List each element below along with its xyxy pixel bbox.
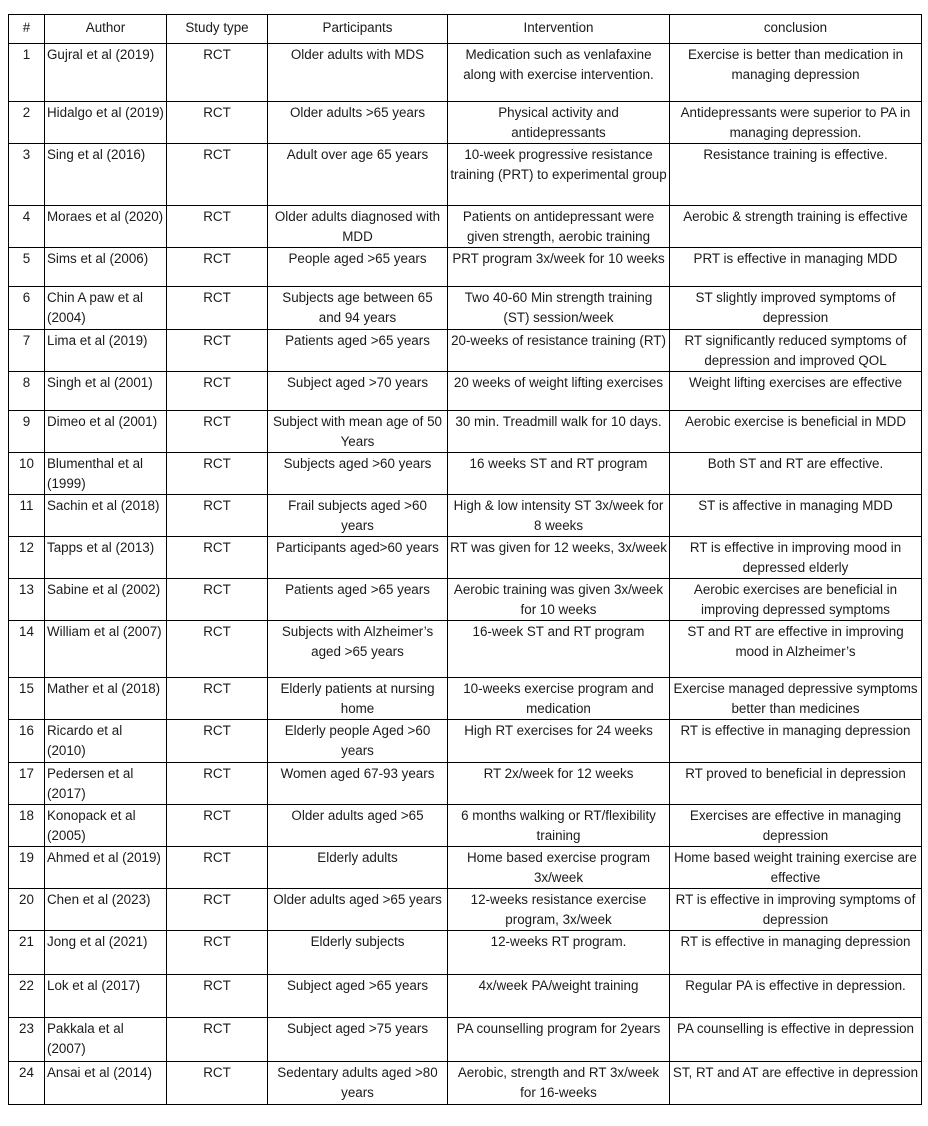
- row-author: Lok et al (2017): [45, 975, 167, 1018]
- row-study-type: RCT: [167, 495, 268, 537]
- row-number: 15: [9, 678, 45, 720]
- row-author: Ricardo et al (2010): [45, 720, 167, 763]
- row-conclusion: RT is effective in managing depression: [670, 720, 922, 763]
- table-row: [9, 287, 922, 330]
- row-intervention: Patients on antidepressant were given strength, aerobic training: [448, 206, 670, 248]
- row-study-type: RCT: [167, 763, 268, 805]
- row-conclusion: ST, RT and AT are effective in depression: [670, 1062, 922, 1105]
- row-conclusion: Exercise is better than medication in managing depression: [670, 44, 922, 102]
- row-conclusion: Weight lifting exercises are effective: [670, 372, 922, 411]
- row-study-type: RCT: [167, 975, 268, 1018]
- row-intervention: High & low intensity ST 3x/week for 8 weeks: [448, 495, 670, 537]
- table-row: [9, 889, 922, 931]
- row-author: William et al (2007): [45, 621, 167, 678]
- row-number: 2: [9, 102, 45, 144]
- row-study-type: RCT: [167, 248, 268, 287]
- row-intervention: 12-weeks resistance exercise program, 3x/week: [448, 889, 670, 931]
- row-study-type: RCT: [167, 537, 268, 579]
- row-number: 20: [9, 889, 45, 931]
- row-author: Konopack et al (2005): [45, 805, 167, 847]
- header-author: Author: [45, 15, 167, 44]
- row-author: Pakkala et al (2007): [45, 1018, 167, 1062]
- table-row: [9, 495, 922, 537]
- row-participants: Subject aged >65 years: [268, 975, 448, 1018]
- row-author: Sing et al (2016): [45, 144, 167, 206]
- row-number: 14: [9, 621, 45, 678]
- row-study-type: RCT: [167, 847, 268, 889]
- row-conclusion: PRT is effective in managing MDD: [670, 248, 922, 287]
- row-study-type: RCT: [167, 889, 268, 931]
- row-author: Sachin et al (2018): [45, 495, 167, 537]
- row-conclusion: RT is effective in improving symptoms of depression: [670, 889, 922, 931]
- studies-table: [8, 14, 922, 1105]
- row-author: Gujral et al (2019): [45, 44, 167, 102]
- row-author: Dimeo et al (2001): [45, 411, 167, 453]
- row-author: Moraes et al (2020): [45, 206, 167, 248]
- row-study-type: RCT: [167, 678, 268, 720]
- row-study-type: RCT: [167, 720, 268, 763]
- row-study-type: RCT: [167, 621, 268, 678]
- row-participants: People aged >65 years: [268, 248, 448, 287]
- row-study-type: RCT: [167, 102, 268, 144]
- table-row: [9, 537, 922, 579]
- row-participants: Elderly people Aged >60 years: [268, 720, 448, 763]
- row-author: Sabine et al (2002): [45, 579, 167, 621]
- row-participants: Sedentary adults aged >80 years: [268, 1062, 448, 1105]
- table-row: [9, 1018, 922, 1062]
- row-conclusion: PA counselling is effective in depression: [670, 1018, 922, 1062]
- row-participants: Patients aged >65 years: [268, 330, 448, 372]
- row-intervention: 20 weeks of weight lifting exercises: [448, 372, 670, 411]
- row-author: Blumenthal et al (1999): [45, 453, 167, 495]
- row-intervention: 16 weeks ST and RT program: [448, 453, 670, 495]
- row-conclusion: Aerobic exercise is beneficial in MDD: [670, 411, 922, 453]
- row-study-type: RCT: [167, 44, 268, 102]
- table-row: [9, 1062, 922, 1105]
- row-intervention: PA counselling program for 2years: [448, 1018, 670, 1062]
- row-participants: Frail subjects aged >60 years: [268, 495, 448, 537]
- row-study-type: RCT: [167, 206, 268, 248]
- row-participants: Patients aged >65 years: [268, 579, 448, 621]
- row-participants: Elderly patients at nursing home: [268, 678, 448, 720]
- header-conclusion: conclusion: [670, 15, 922, 44]
- row-intervention: Home based exercise program 3x/week: [448, 847, 670, 889]
- row-intervention: Physical activity and antidepressants: [448, 102, 670, 144]
- header-row: [9, 15, 922, 44]
- table-row: [9, 372, 922, 411]
- row-study-type: RCT: [167, 411, 268, 453]
- row-conclusion: Both ST and RT are effective.: [670, 453, 922, 495]
- header-participants: Participants: [268, 15, 448, 44]
- row-author: Mather et al (2018): [45, 678, 167, 720]
- row-participants: Older adults with MDS: [268, 44, 448, 102]
- row-author: Jong et al (2021): [45, 931, 167, 975]
- row-number: 8: [9, 372, 45, 411]
- table-row: [9, 411, 922, 453]
- row-number: 3: [9, 144, 45, 206]
- row-study-type: RCT: [167, 931, 268, 975]
- row-participants: Elderly subjects: [268, 931, 448, 975]
- row-number: 22: [9, 975, 45, 1018]
- row-conclusion: ST is affective in managing MDD: [670, 495, 922, 537]
- row-intervention: High RT exercises for 24 weeks: [448, 720, 670, 763]
- row-conclusion: Exercise managed depressive symptoms better than medicines: [670, 678, 922, 720]
- row-participants: Older adults aged >65: [268, 805, 448, 847]
- table-row: [9, 847, 922, 889]
- row-participants: Adult over age 65 years: [268, 144, 448, 206]
- row-number: 23: [9, 1018, 45, 1062]
- row-number: 6: [9, 287, 45, 330]
- row-author: Pedersen et al (2017): [45, 763, 167, 805]
- row-intervention: 16-week ST and RT program: [448, 621, 670, 678]
- table-row: [9, 248, 922, 287]
- row-intervention: 12-weeks RT program.: [448, 931, 670, 975]
- table-row: [9, 579, 922, 621]
- table-row: [9, 330, 922, 372]
- row-study-type: RCT: [167, 1018, 268, 1062]
- header-intervention: Intervention: [448, 15, 670, 44]
- row-conclusion: RT significantly reduced symptoms of depression and improved QOL: [670, 330, 922, 372]
- table-body: [9, 44, 922, 1105]
- table-row: [9, 206, 922, 248]
- row-study-type: RCT: [167, 144, 268, 206]
- row-participants: Older adults >65 years: [268, 102, 448, 144]
- row-conclusion: Regular PA is effective in depression.: [670, 975, 922, 1018]
- table-row: [9, 44, 922, 102]
- table-row: [9, 763, 922, 805]
- row-author: Chin A paw et al (2004): [45, 287, 167, 330]
- row-author: Ansai et al (2014): [45, 1062, 167, 1105]
- row-conclusion: Home based weight training exercise are effective: [670, 847, 922, 889]
- row-intervention: 10-weeks exercise program and medication: [448, 678, 670, 720]
- row-participants: Subject aged >70 years: [268, 372, 448, 411]
- row-author: Ahmed et al (2019): [45, 847, 167, 889]
- row-number: 13: [9, 579, 45, 621]
- row-study-type: RCT: [167, 1062, 268, 1105]
- row-intervention: PRT program 3x/week for 10 weeks: [448, 248, 670, 287]
- table-row: [9, 144, 922, 206]
- row-number: 9: [9, 411, 45, 453]
- table-row: [9, 621, 922, 678]
- row-participants: Participants aged>60 years: [268, 537, 448, 579]
- row-intervention: RT 2x/week for 12 weeks: [448, 763, 670, 805]
- row-number: 5: [9, 248, 45, 287]
- row-conclusion: Aerobic & strength training is effective: [670, 206, 922, 248]
- table-row: [9, 720, 922, 763]
- row-conclusion: Antidepressants were superior to PA in managing depression.: [670, 102, 922, 144]
- row-participants: Subjects age between 65 and 94 years: [268, 287, 448, 330]
- row-study-type: RCT: [167, 287, 268, 330]
- row-study-type: RCT: [167, 453, 268, 495]
- row-conclusion: Resistance training is effective.: [670, 144, 922, 206]
- table-row: [9, 975, 922, 1018]
- row-author: Chen et al (2023): [45, 889, 167, 931]
- table-row: [9, 102, 922, 144]
- row-intervention: RT was given for 12 weeks, 3x/week: [448, 537, 670, 579]
- row-number: 21: [9, 931, 45, 975]
- row-intervention: Medication such as venlafaxine along with exercise intervention.: [448, 44, 670, 102]
- row-intervention: Aerobic training was given 3x/week for 10 weeks: [448, 579, 670, 621]
- row-conclusion: ST and RT are effective in improving mood in Alzheimer’s: [670, 621, 922, 678]
- row-study-type: RCT: [167, 330, 268, 372]
- header-number: #: [9, 15, 45, 44]
- row-intervention: Two 40-60 Min strength training (ST) session/week: [448, 287, 670, 330]
- row-number: 7: [9, 330, 45, 372]
- row-intervention: 10-week progressive resistance training (PRT) to experimental group: [448, 144, 670, 206]
- row-participants: Subject aged >75 years: [268, 1018, 448, 1062]
- row-intervention: 20-weeks of resistance training (RT): [448, 330, 670, 372]
- row-participants: Older adults diagnosed with MDD: [268, 206, 448, 248]
- row-number: 24: [9, 1062, 45, 1105]
- row-author: Hidalgo et al (2019): [45, 102, 167, 144]
- row-participants: Women aged 67-93 years: [268, 763, 448, 805]
- row-intervention: 30 min. Treadmill walk for 10 days.: [448, 411, 670, 453]
- row-number: 16: [9, 720, 45, 763]
- row-participants: Subject with mean age of 50 Years: [268, 411, 448, 453]
- row-number: 17: [9, 763, 45, 805]
- row-conclusion: Exercises are effective in managing depression: [670, 805, 922, 847]
- row-number: 12: [9, 537, 45, 579]
- row-study-type: RCT: [167, 372, 268, 411]
- row-conclusion: ST slightly improved symptoms of depression: [670, 287, 922, 330]
- row-number: 10: [9, 453, 45, 495]
- row-author: Singh et al (2001): [45, 372, 167, 411]
- row-number: 4: [9, 206, 45, 248]
- row-author: Lima et al (2019): [45, 330, 167, 372]
- row-author: Tapps et al (2013): [45, 537, 167, 579]
- row-intervention: 6 months walking or RT/flexibility training: [448, 805, 670, 847]
- table-row: [9, 453, 922, 495]
- row-conclusion: RT is effective in improving mood in depressed elderly: [670, 537, 922, 579]
- row-conclusion: RT is effective in managing depression: [670, 931, 922, 975]
- row-conclusion: Aerobic exercises are beneficial in improving depressed symptoms: [670, 579, 922, 621]
- row-number: 11: [9, 495, 45, 537]
- row-participants: Older adults aged >65 years: [268, 889, 448, 931]
- row-participants: Elderly adults: [268, 847, 448, 889]
- row-study-type: RCT: [167, 579, 268, 621]
- header-study-type: Study type: [167, 15, 268, 44]
- row-number: 19: [9, 847, 45, 889]
- table-row: [9, 678, 922, 720]
- row-participants: Subjects with Alzheimer’s aged >65 years: [268, 621, 448, 678]
- table-row: [9, 931, 922, 975]
- table-row: [9, 805, 922, 847]
- row-study-type: RCT: [167, 805, 268, 847]
- row-author: Sims et al (2006): [45, 248, 167, 287]
- row-participants: Subjects aged >60 years: [268, 453, 448, 495]
- row-conclusion: RT proved to beneficial in depression: [670, 763, 922, 805]
- row-number: 18: [9, 805, 45, 847]
- row-intervention: Aerobic, strength and RT 3x/week for 16-weeks: [448, 1062, 670, 1105]
- row-number: 1: [9, 44, 45, 102]
- row-intervention: 4x/week PA/weight training: [448, 975, 670, 1018]
